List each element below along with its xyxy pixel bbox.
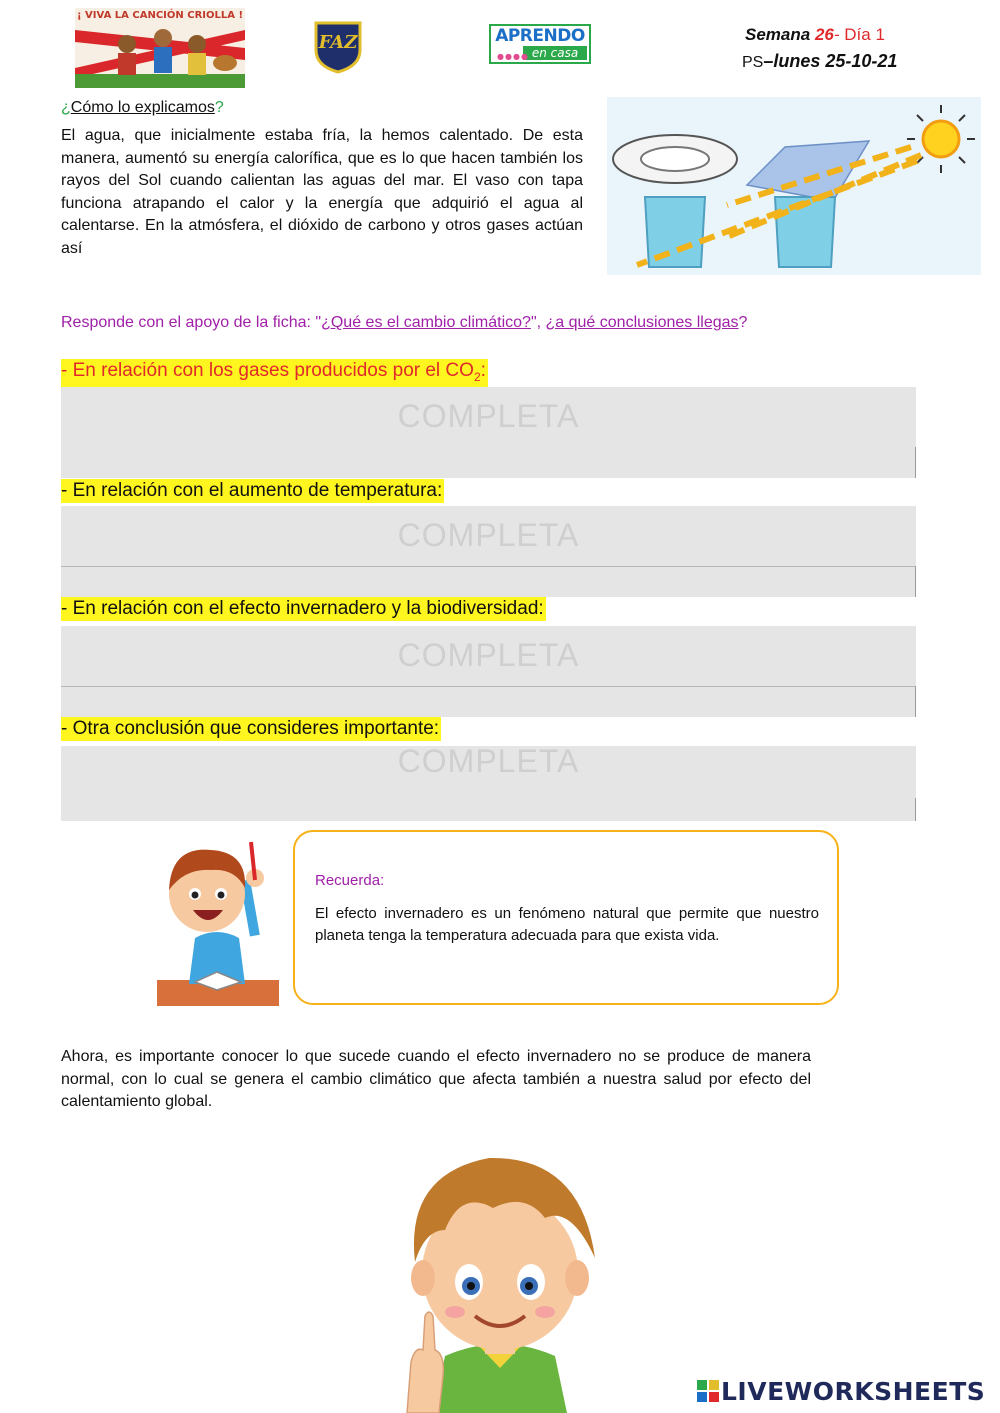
answer-box-temperature-increase[interactable]: [61, 506, 916, 597]
worksheet-title: ¿Qué es el cambio climático?: [321, 314, 531, 331]
prompt-greenhouse-biodiversity: - En relación con el efecto invernadero y la biodiversidad:: [61, 598, 544, 619]
banner-text: ¡ VIVA LA CANCIÓN CRIOLLA !: [77, 10, 244, 21]
closing-paragraph: Ahora, es importante conocer lo que sucede cuando el efecto invernadero no se produce de manera normal, con lo cual se genera el cambio climático que afecta también a nuestra salud por efecto del calentamiento global.: [61, 1048, 811, 1110]
answer-placeholder: COMPLETA: [397, 398, 580, 434]
date-label: [742, 51, 897, 72]
section-question: ¿Cómo lo explicamos?: [61, 99, 224, 116]
answer-placeholder: COMPLETA: [397, 743, 580, 779]
answer-box-other-conclusion[interactable]: [61, 743, 916, 821]
liveworksheets-logo-icon: [697, 1380, 719, 1402]
answer-box-co2-gases[interactable]: [61, 387, 916, 478]
week-label: Semana 26- Día 1: [745, 25, 885, 44]
school-shield-logo: [313, 20, 363, 74]
aprendo-en-casa-logo: [489, 24, 591, 64]
colored-dots-icon: ●●●●: [497, 52, 529, 61]
reminder-title: Recuerda:: [315, 872, 385, 889]
en-casa-text: en casa: [523, 46, 587, 60]
prompt-temperature-increase: - En relación con el aumento de temperatura:: [61, 480, 443, 501]
reminder-box: [293, 830, 839, 1005]
greenhouse-experiment-illustration: [607, 97, 981, 275]
course-code: PS: [742, 54, 764, 71]
answer-placeholder: COMPLETA: [397, 637, 580, 673]
viva-cancion-criolla-logo: [75, 8, 245, 88]
intro-paragraph: El agua, que inicialmente estaba fría, la hemos calentado. De esta manera, aumentó su energía calorífica, que es lo que hacen también los rayos del Sol cuando calientan las aguas del mar. El vaso con tapa funciona atrapando el calor y la energía que adquirió el agua al calentarse. En la atmósfera, el dióxido de carbono y otros gases actúan así: [61, 127, 583, 257]
watermark-text: LIVEWORKSHEETS: [721, 1377, 986, 1406]
aprendo-text: APRENDO: [495, 26, 585, 46]
liveworksheets-watermark: [697, 1377, 985, 1406]
prompt-other-conclusion: - Otra conclusión que consideres importante:: [61, 718, 440, 739]
instruction-question: ¿a qué conclusiones llegas: [545, 314, 739, 331]
school-logo-text: FAZ: [318, 32, 358, 53]
boy-pointing-illustration: [385, 1146, 615, 1413]
date-text: –lunes 25-10-21: [763, 51, 898, 71]
prompt-co2-gases: - En relación con los gases producidos por el $CO_2$:: [61, 359, 488, 389]
day-label: Día 1: [844, 25, 885, 44]
instruction-text: Responde con el apoyo de la ficha: "¿Qué es el cambio climático?", ¿a qué conclusiones llegas?: [61, 314, 748, 331]
answer-box-greenhouse-biodiversity[interactable]: [61, 626, 916, 717]
boy-raising-hand-illustration: [155, 834, 279, 1006]
answer-placeholder: COMPLETA: [397, 517, 580, 553]
reminder-text: El efecto invernadero es un fenómeno natural que permite que nuestro planeta tenga la temperatura adecuada para que exista vida.: [315, 905, 819, 944]
week-number: 26: [814, 25, 834, 44]
